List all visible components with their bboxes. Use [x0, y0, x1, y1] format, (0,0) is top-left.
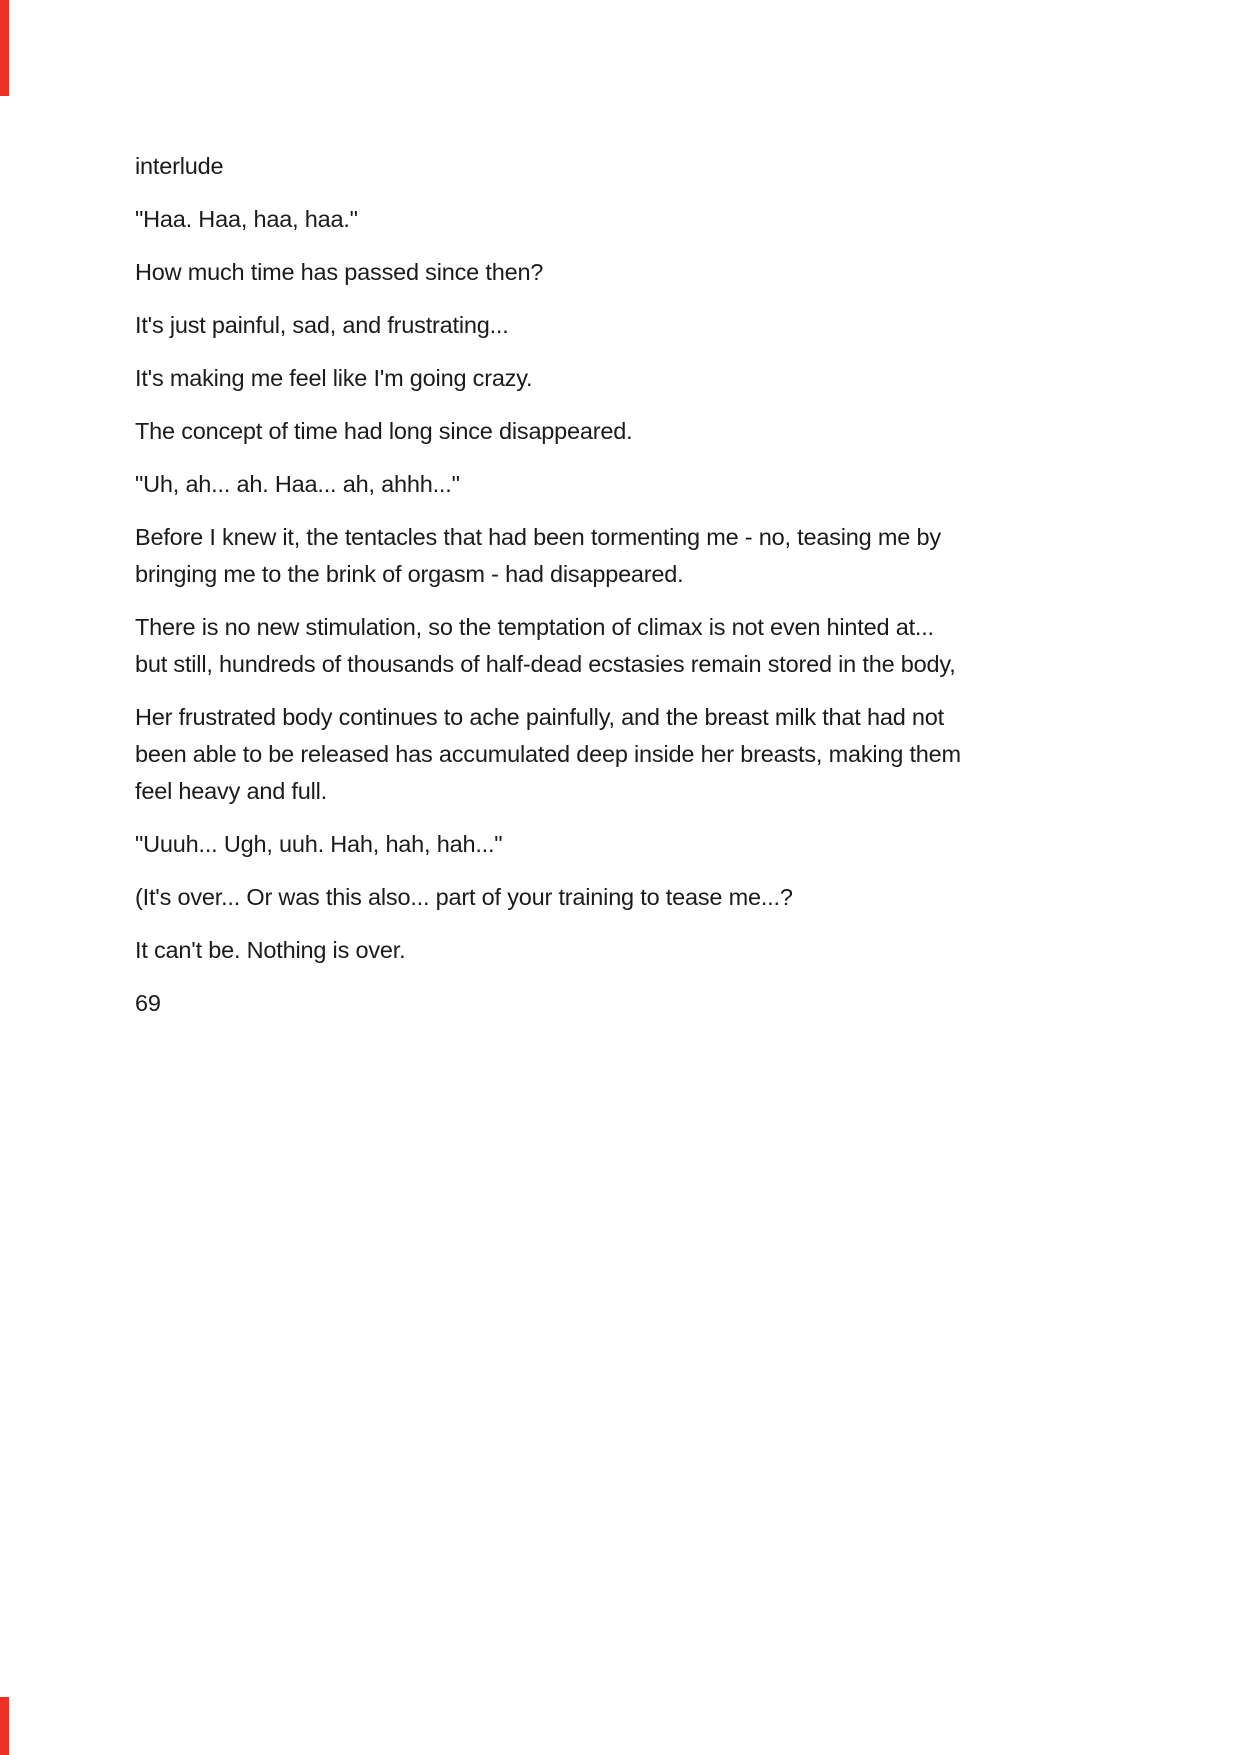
document-text-block [135, 148, 1125, 1038]
text-line: been able to be released has accumulated deep inside her breasts, making them [135, 741, 961, 767]
text-line: "Uuuh... Ugh, uuh. Hah, hah, hah..." [135, 831, 503, 857]
text-line: interlude [135, 153, 224, 179]
paragraph [135, 201, 1125, 238]
page-number [135, 985, 1125, 1022]
paragraph [135, 609, 1125, 683]
text-line: but still, hundreds of thousands of half-dead ecstasies remain stored in the body, [135, 651, 956, 677]
text-line: Her frustrated body continues to ache painfully, and the breast milk that had not [135, 704, 944, 730]
paragraph [135, 413, 1125, 450]
text-line: It's just painful, sad, and frustrating... [135, 312, 509, 338]
paragraph [135, 254, 1125, 291]
text-line: It can't be. Nothing is over. [135, 937, 406, 963]
text-line: The concept of time had long since disappeared. [135, 418, 633, 444]
scan-edge-mark-bottom [0, 1697, 9, 1755]
text-line: 69 [135, 990, 161, 1016]
paragraph-interlude [135, 148, 1125, 185]
paragraph [135, 826, 1125, 863]
paragraph [135, 466, 1125, 503]
paragraph [135, 699, 1125, 810]
text-line: (It's over... Or was this also... part of your training to tease me...? [135, 884, 793, 910]
text-line: "Uh, ah... ah. Haa... ah, ahhh..." [135, 471, 460, 497]
text-line: Before I knew it, the tentacles that had been tormenting me - no, teasing me by [135, 524, 941, 550]
text-line: How much time has passed since then? [135, 259, 544, 285]
paragraph [135, 519, 1125, 593]
paragraph [135, 879, 1125, 916]
text-line: bringing me to the brink of orgasm - had disappeared. [135, 561, 684, 587]
text-line: It's making me feel like I'm going crazy. [135, 365, 533, 391]
text-line: "Haa. Haa, haa, haa." [135, 206, 358, 232]
paragraph [135, 360, 1125, 397]
paragraph [135, 932, 1125, 969]
text-line: feel heavy and full. [135, 778, 327, 804]
paragraph [135, 307, 1125, 344]
text-line: There is no new stimulation, so the temptation of climax is not even hinted at... [135, 614, 934, 640]
scan-edge-mark-top [0, 0, 9, 96]
